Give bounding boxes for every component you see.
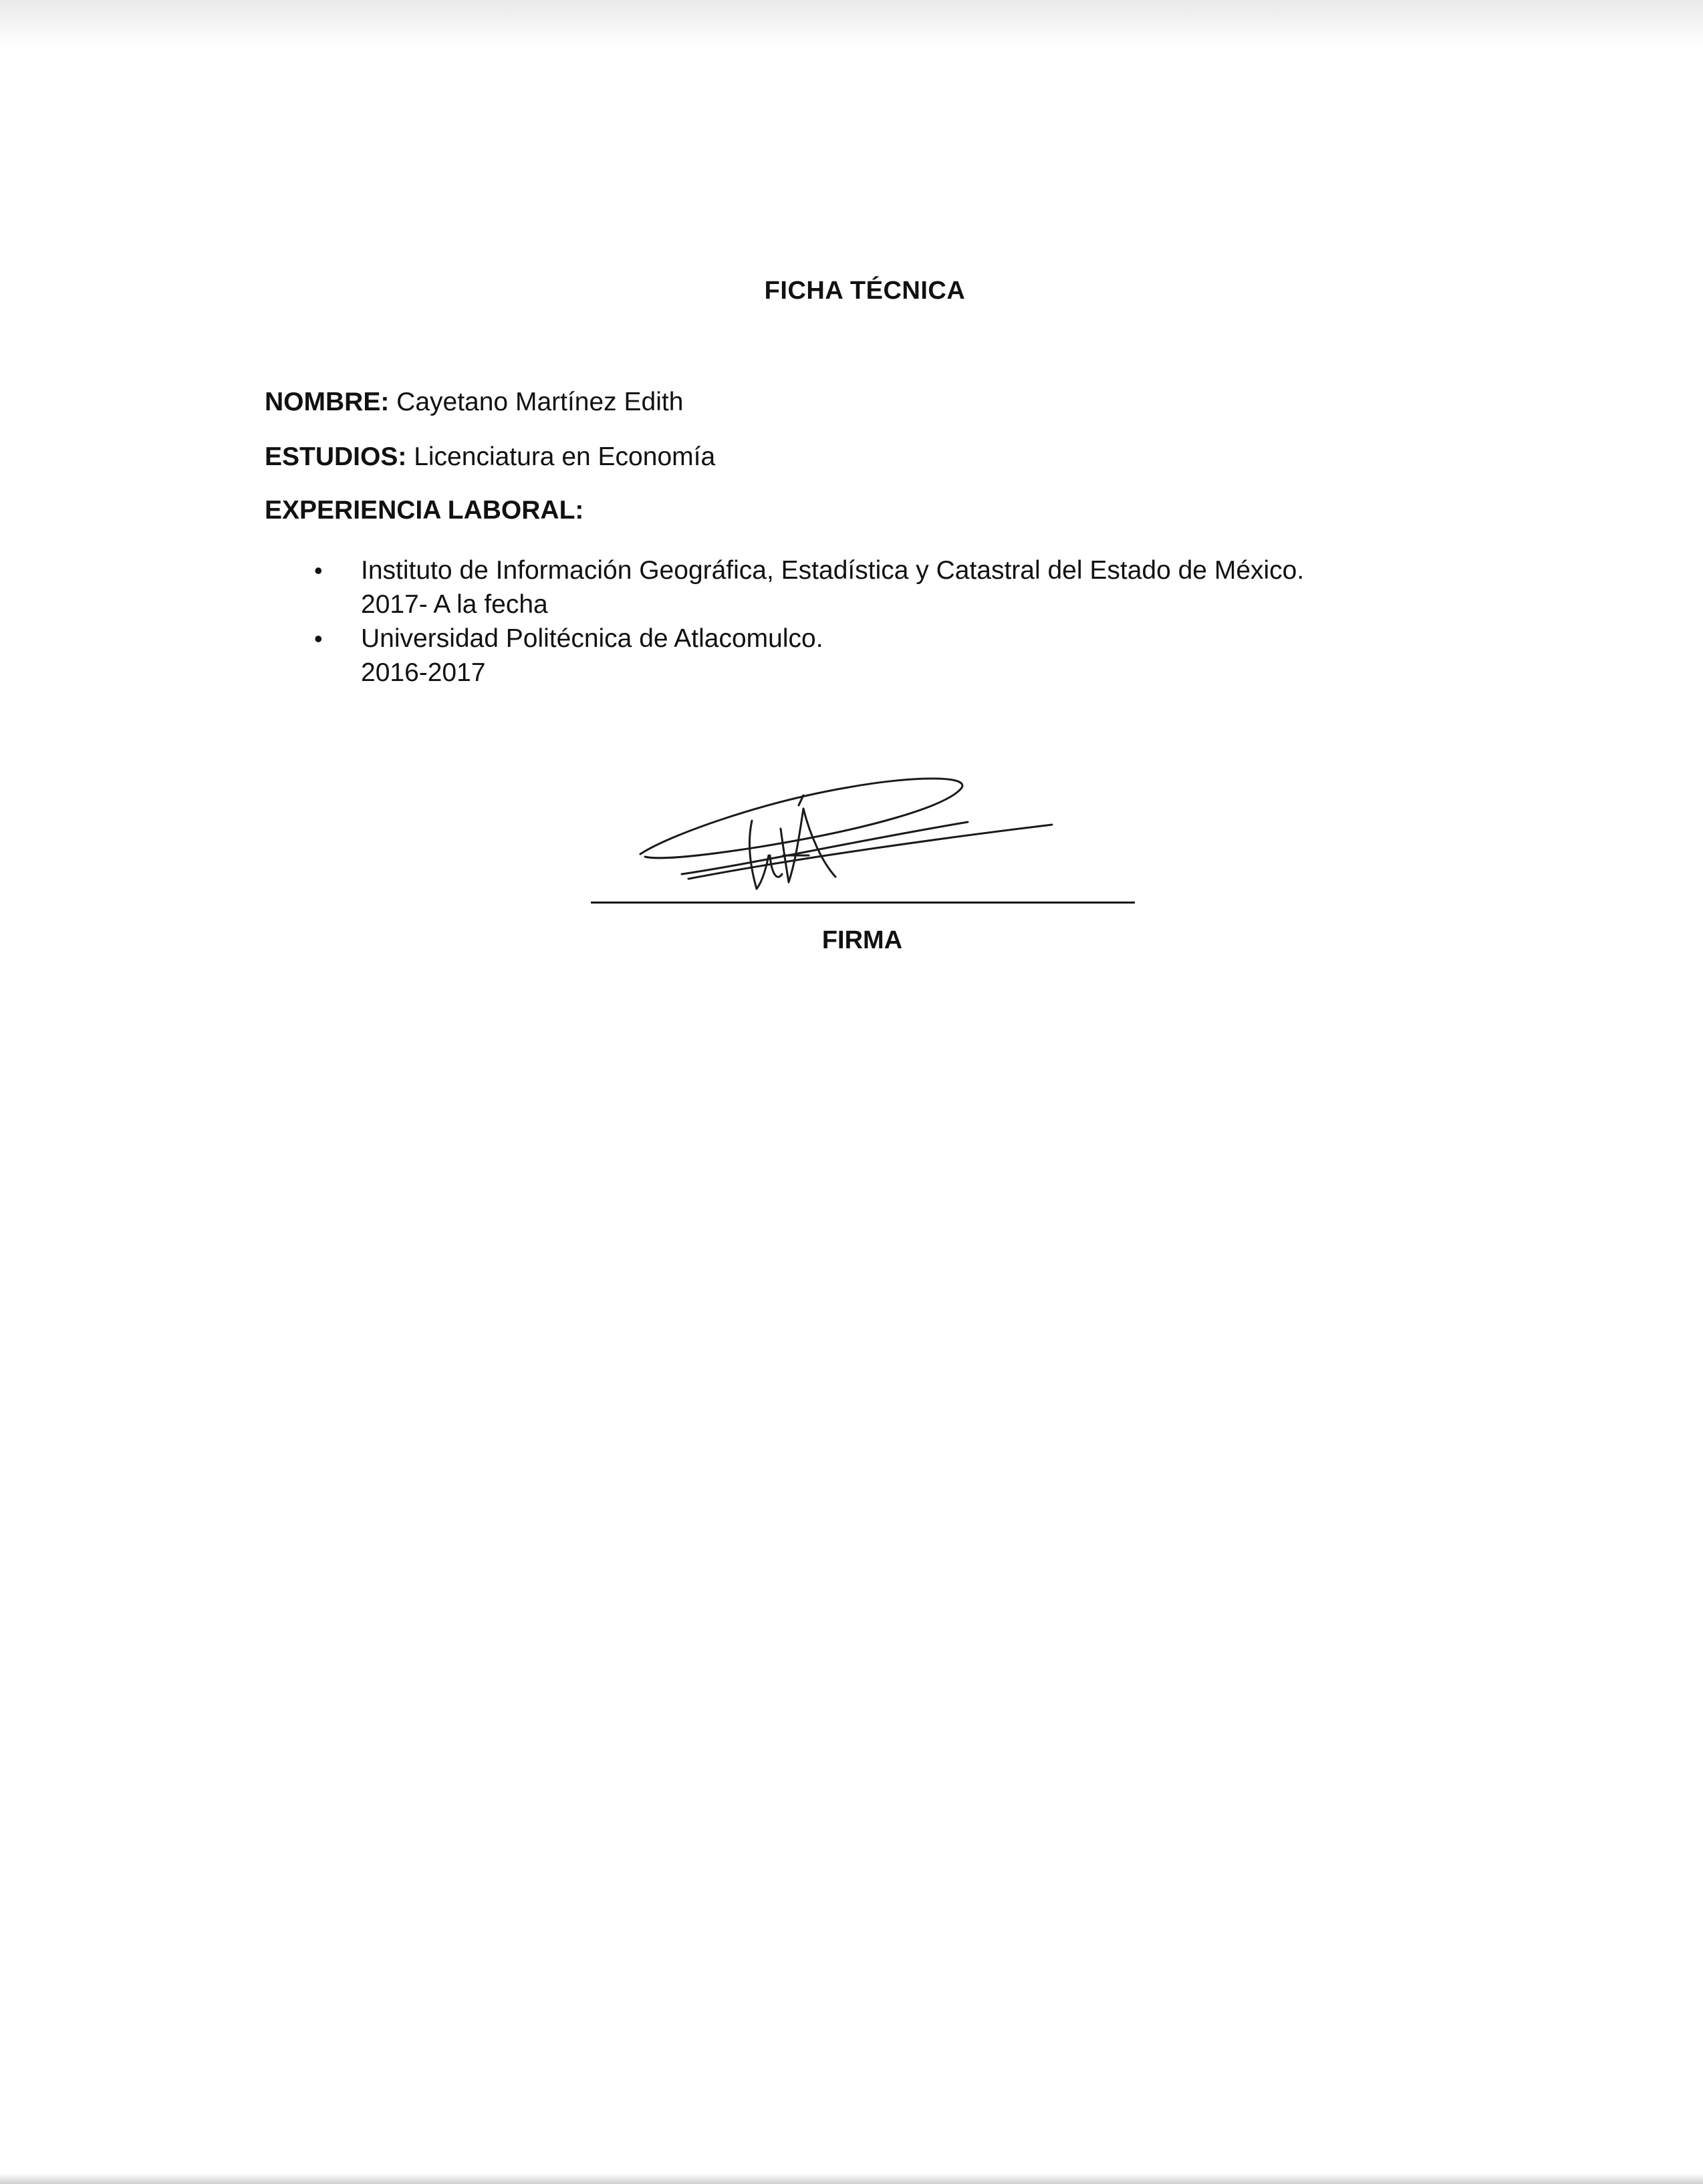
experience-period: 2016-2017 xyxy=(361,658,486,687)
field-experiencia xyxy=(265,496,583,525)
list-item xyxy=(314,553,1304,622)
field-estudios-label: ESTUDIOS: xyxy=(265,442,407,471)
list-item xyxy=(314,622,1304,690)
scan-edge-shadow-bottom xyxy=(0,2173,1703,2184)
experience-institution: Universidad Politécnica de Atlacomulco. xyxy=(361,624,823,653)
bullet-icon: • xyxy=(314,625,323,652)
field-nombre xyxy=(265,388,683,417)
document-title: FICHA TÉCNICA xyxy=(764,277,966,305)
experience-period: 2017- A la fecha xyxy=(361,590,548,619)
signature-line xyxy=(591,902,1135,904)
field-nombre-label: NOMBRE: xyxy=(265,388,390,416)
experience-institution: Instituto de Información Geográfica, Estadística y Catastral del Estado de México. xyxy=(361,556,1305,585)
field-nombre-value: Cayetano Martínez Edith xyxy=(396,388,684,416)
scan-edge-shadow xyxy=(0,0,1703,47)
handwritten-signature xyxy=(628,755,1063,902)
field-estudios-value: Licenciatura en Economía xyxy=(414,442,716,471)
signature-label: FIRMA xyxy=(821,926,903,954)
field-experiencia-label: EXPERIENCIA LABORAL: xyxy=(265,496,584,525)
experience-list xyxy=(314,553,1304,690)
bullet-icon: • xyxy=(314,557,323,584)
field-estudios xyxy=(265,442,715,472)
